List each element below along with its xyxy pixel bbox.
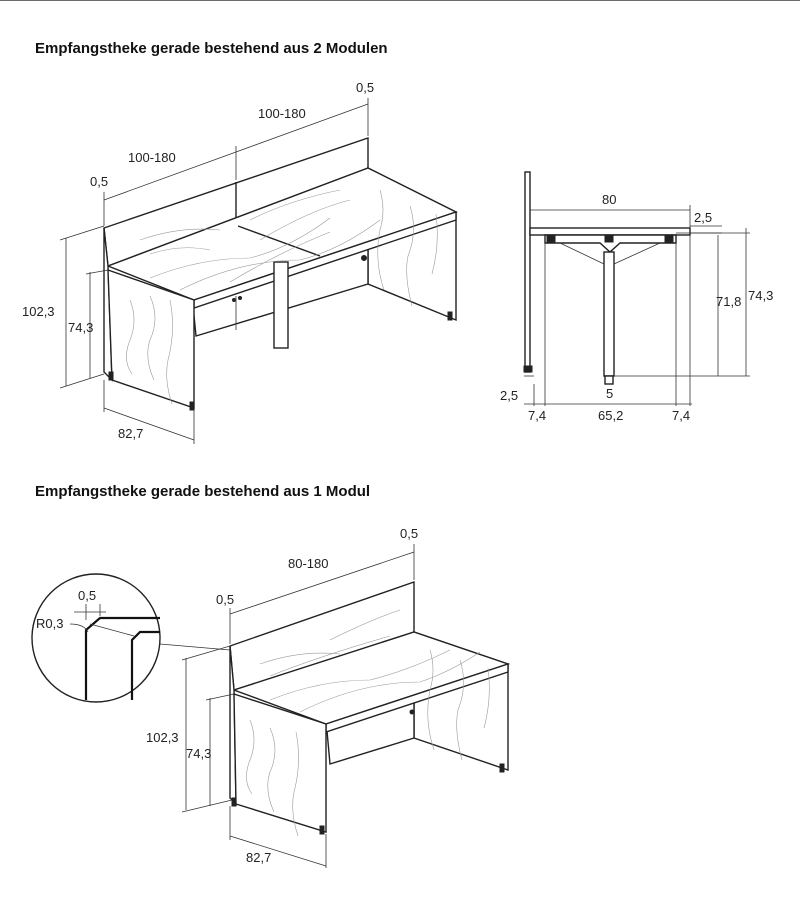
s2-dim-top-thickness: 0,5 bbox=[216, 592, 235, 607]
foot-front bbox=[190, 402, 194, 410]
foot-right bbox=[448, 312, 452, 320]
side-brace-left bbox=[560, 243, 604, 264]
side-dim-leg-width: 5 bbox=[606, 386, 614, 401]
dim-depth: 82,7 bbox=[118, 426, 144, 441]
side-dim-right-offset: 7,4 bbox=[672, 408, 691, 423]
detail-radius: R0,3 bbox=[36, 616, 64, 631]
door-knob-1 bbox=[233, 299, 236, 302]
single-cable-port bbox=[410, 710, 414, 714]
side-dim-left-offset: 7,4 bbox=[528, 408, 547, 423]
s2-dim-line-depth bbox=[230, 836, 326, 866]
side-leg bbox=[604, 252, 614, 376]
s2-dim-total-height: 102,3 bbox=[146, 730, 179, 745]
side-brace-right bbox=[614, 243, 660, 264]
single-foot-left bbox=[232, 798, 236, 806]
two-module-desk-drawing bbox=[22, 80, 456, 444]
dim-desk-height: 74,3 bbox=[68, 320, 94, 335]
s2-dim-module-width: 80-180 bbox=[288, 556, 329, 571]
s2-dim-depth: 82,7 bbox=[246, 850, 272, 865]
detail-edge-outer bbox=[86, 618, 160, 700]
single-foot-right bbox=[500, 764, 504, 772]
cable-port bbox=[362, 256, 367, 261]
detail-thickness: 0,5 bbox=[78, 588, 97, 603]
side-view-drawing bbox=[500, 172, 773, 423]
dim-screen-thickness: 0,5 bbox=[356, 80, 375, 95]
detail-edge-inner bbox=[132, 632, 160, 700]
side-dim-leg-height: 71,8 bbox=[716, 294, 742, 309]
detail-diagonal bbox=[90, 624, 134, 636]
side-dim-total-height: 74,3 bbox=[748, 288, 774, 303]
s2-dim-ext-height-bottom bbox=[182, 800, 232, 812]
side-dim-foot: 2,5 bbox=[500, 388, 519, 403]
foot-left bbox=[109, 372, 113, 380]
side-bracket-block-right bbox=[665, 236, 673, 242]
door-knob-2 bbox=[239, 297, 242, 300]
section-1-title: Empfangstheke gerade bestehend aus 2 Modulen bbox=[35, 40, 388, 57]
s2-dim-screen-thickness: 0,5 bbox=[400, 526, 419, 541]
dim-top-thickness: 0,5 bbox=[90, 174, 109, 189]
side-screen-foot bbox=[524, 366, 532, 372]
one-module-desk-drawing bbox=[32, 526, 508, 868]
center-leg bbox=[274, 262, 288, 348]
side-bracket-block-mid bbox=[605, 236, 613, 242]
side-screen-panel bbox=[525, 172, 530, 372]
side-dim-depth: 80 bbox=[602, 192, 617, 207]
side-dim-top: 2,5 bbox=[694, 210, 713, 225]
side-leg-foot bbox=[605, 376, 613, 384]
dim-ext-height-bottom bbox=[60, 374, 104, 388]
s2-dim-desk-height: 74,3 bbox=[186, 746, 212, 761]
side-desk-top bbox=[530, 228, 690, 235]
side-bracket-block-left bbox=[547, 236, 555, 242]
dim-module-width-b: 100-180 bbox=[258, 106, 306, 121]
side-dim-span: 65,2 bbox=[598, 408, 624, 423]
single-foot-front bbox=[320, 826, 324, 834]
section-2-title: Empfangstheke gerade bestehend aus 1 Modul bbox=[35, 483, 371, 500]
dim-module-width-a: 100-180 bbox=[128, 150, 176, 165]
dim-ext-height-top bbox=[60, 226, 104, 240]
dim-total-height: 102,3 bbox=[22, 304, 55, 319]
